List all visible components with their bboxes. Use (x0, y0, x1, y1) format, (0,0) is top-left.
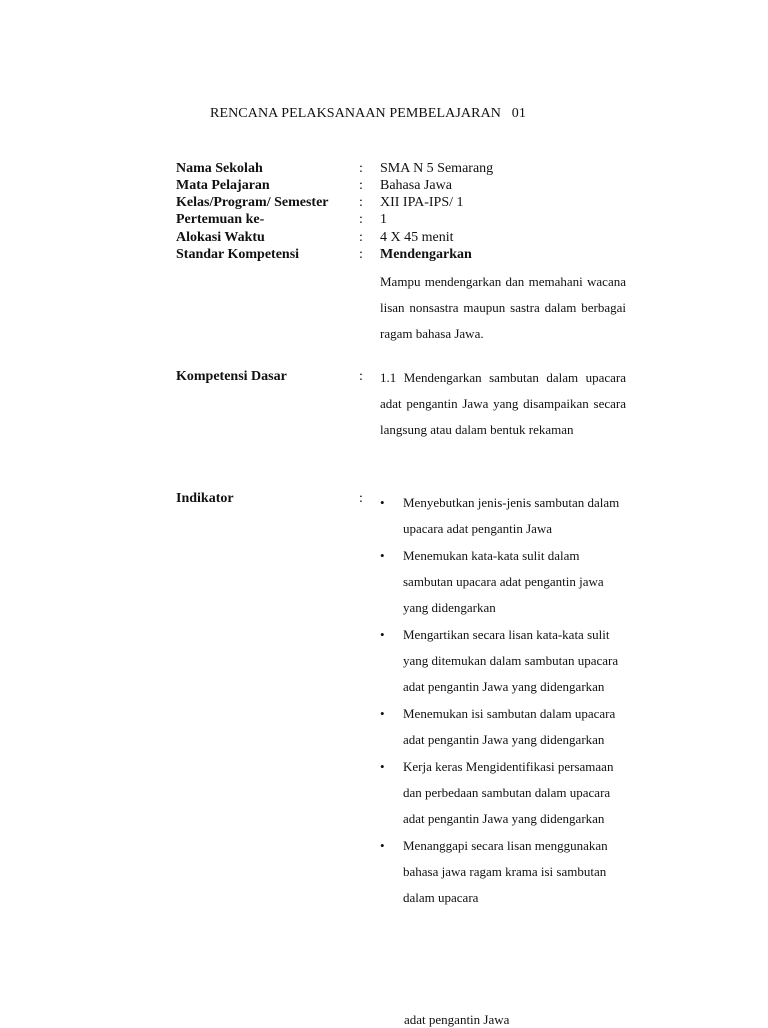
indikator-item (380, 490, 626, 542)
document-title: RENCANA PELAKSANAAN PEMBELAJARAN 01 (210, 106, 526, 121)
standar-kompetensi-description: Mampu mendengarkan dan memahani wacana lisan nonsastra maupun sastra dalam berbagai ragam bahasa Jawa. (380, 274, 626, 341)
field-colon: : (359, 491, 363, 506)
bullet-icon: • (380, 706, 385, 721)
field-label-kelas-program-semester: Kelas/Program/ Semester (176, 195, 329, 210)
indikator-item-text: Menyebutkan jenis-jenis sambutan dalam upacara adat pengantin Jawa (403, 495, 620, 536)
indikator-item (380, 622, 626, 700)
indikator-item-text: Menemukan isi sambutan dalam upacara adat pengantin Jawa yang didengarkan (403, 706, 616, 747)
field-value-nama-sekolah: SMA N 5 Semarang (380, 161, 494, 176)
field-value-mata-pelajaran: Bahasa Jawa (380, 178, 452, 193)
field-colon: : (359, 247, 363, 262)
field-label-mata-pelajaran: Mata Pelajaran (176, 178, 270, 193)
field-label-pertemuan: Pertemuan ke- (176, 212, 265, 227)
bullet-icon: • (380, 759, 385, 774)
indikator-item (380, 543, 626, 621)
field-label-standar-kompetensi: Standar Kompetensi (176, 247, 300, 262)
indikator-item (380, 833, 626, 911)
field-value-alokasi-waktu: 4 X 45 menit (380, 230, 454, 245)
field-colon: : (359, 369, 363, 384)
indikator-item-text: Kerja keras Mengidentifikasi persamaan dan perbedaan sambutan dalam upacara adat pengantin Jawa yang didengarkan (403, 759, 614, 826)
indikator-cutoff-line: adat pengantin Jawa (404, 1012, 510, 1027)
indikator-list (380, 490, 626, 912)
bullet-icon: • (380, 838, 385, 853)
field-colon: : (359, 212, 363, 227)
field-value-standar-kompetensi: Mendengarkan (380, 247, 472, 262)
bullet-icon: • (380, 495, 385, 510)
indikator-item (380, 701, 626, 753)
indikator-item-text: Menanggapi secara lisan menggunakan bahasa jawa ragam krama isi sambutan dalam upacara (403, 838, 608, 905)
field-colon: : (359, 178, 363, 193)
field-colon: : (359, 195, 363, 210)
bullet-icon: • (380, 627, 385, 642)
field-colon: : (359, 161, 363, 176)
indikator-item (380, 754, 626, 832)
field-label-nama-sekolah: Nama Sekolah (176, 161, 263, 176)
kompetensi-dasar-text: 1.1 Mendengarkan sambutan dalam upacara adat pengantin Jawa yang disampaikan secara langsung atau dalam bentuk rekaman (380, 370, 626, 437)
indikator-label: Indikator (176, 491, 234, 506)
field-label-alokasi-waktu: Alokasi Waktu (176, 230, 265, 245)
field-colon: : (359, 230, 363, 245)
bullet-icon: • (380, 548, 385, 563)
kompetensi-dasar-label: Kompetensi Dasar (176, 369, 287, 384)
field-value-kelas-program-semester: XII IPA-IPS/ 1 (380, 195, 464, 210)
indikator-item-text: Menemukan kata-kata sulit dalam sambutan upacara adat pengantin jawa yang didengarkan (403, 548, 604, 615)
field-value-pertemuan: 1 (380, 212, 387, 227)
indikator-item-text: Mengartikan secara lisan kata-kata sulit yang ditemukan dalam sambutan upacara adat pengantin Jawa yang didengarkan (403, 627, 619, 694)
